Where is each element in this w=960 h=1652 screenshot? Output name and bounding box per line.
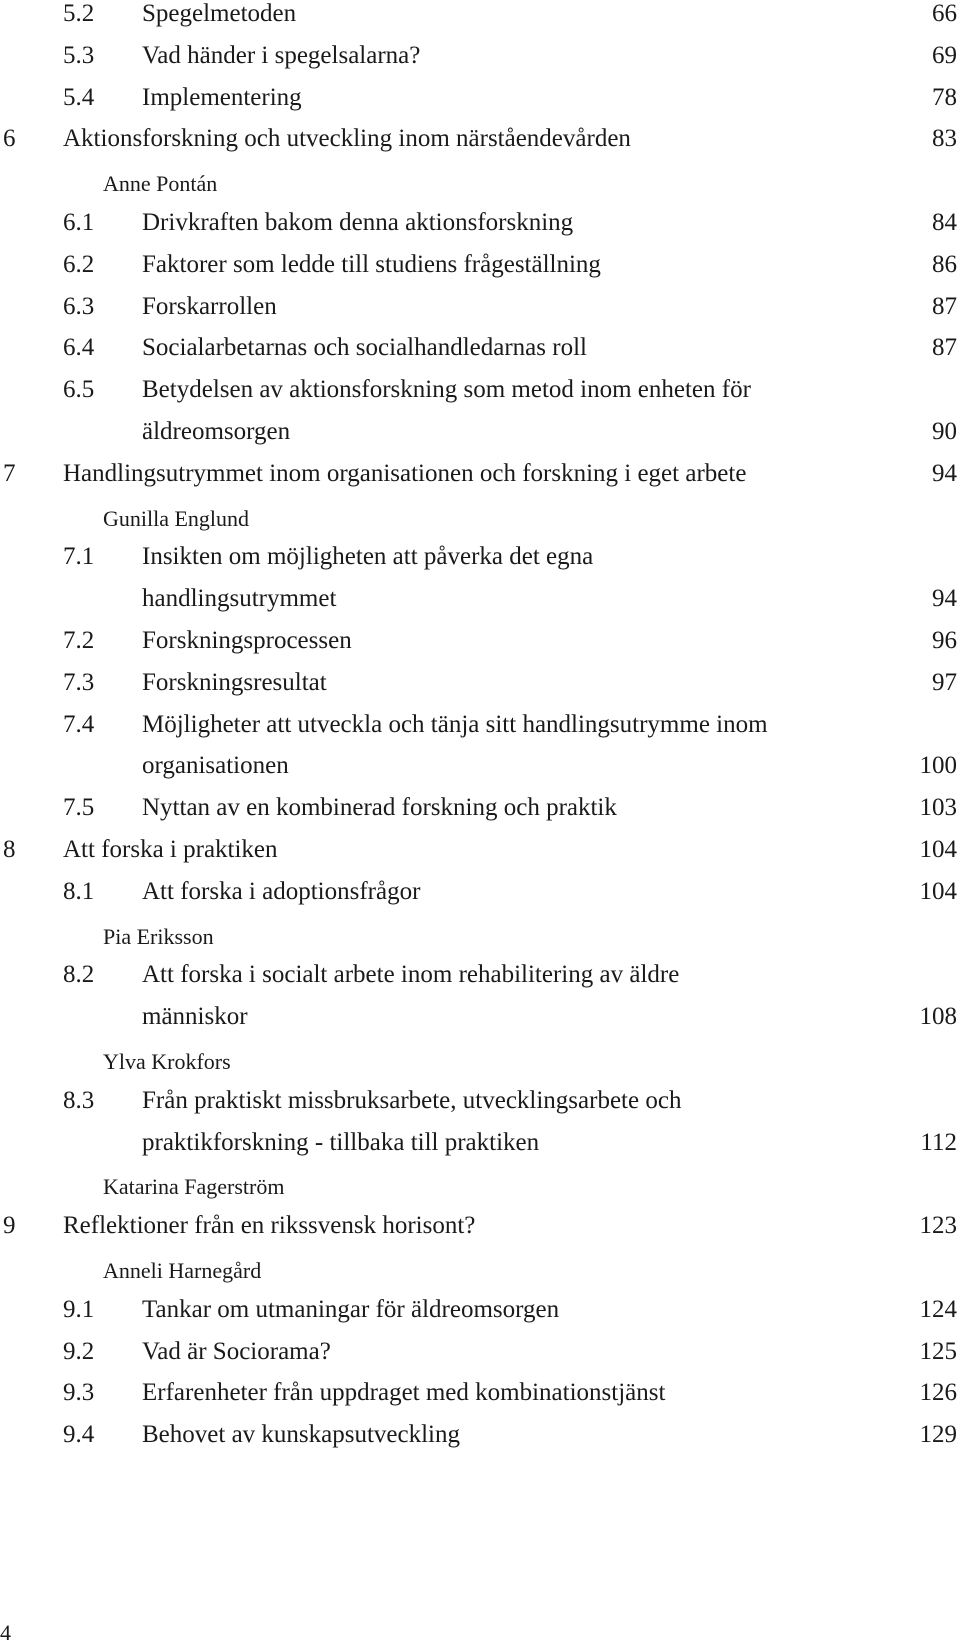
toc-entry-number: 5.3 <box>63 41 95 69</box>
toc-section-entry <box>0 710 960 750</box>
toc-entry-title: Betydelsen av aktionsforskning som metod inom enheten för <box>142 376 751 404</box>
toc-author-line <box>0 1253 960 1293</box>
toc-page-number: 129 <box>919 1421 957 1449</box>
toc-entry-title: Aktionsforskning och utveckling inom närståendevården <box>63 125 631 153</box>
toc-section-entry <box>0 626 960 666</box>
toc-entry-title: Vad händer i spegelsalarna? <box>142 41 421 69</box>
toc-entry-title: Vad är Sociorama? <box>142 1337 331 1365</box>
toc-page-number: 86 <box>932 250 957 278</box>
toc-author-line <box>0 919 960 959</box>
toc-section-entry <box>0 375 960 415</box>
toc-entry-continuation <box>0 1002 960 1042</box>
toc-section-entry <box>0 0 960 39</box>
toc-entry-title: praktikforskning - tillbaka till praktiken <box>142 1128 540 1156</box>
toc-page-number: 83 <box>932 125 957 153</box>
toc-entry-title: människor <box>142 1003 248 1031</box>
toc-entry-title: handlingsutrymmet <box>142 585 337 613</box>
toc-entry-number: 8.2 <box>63 961 95 989</box>
toc-entry-continuation <box>0 417 960 457</box>
toc-author-name: Anneli Harnegård <box>103 1258 262 1283</box>
toc-author-line <box>0 166 960 206</box>
toc-page-number: 84 <box>932 209 957 236</box>
toc-entry-title: Tankar om utmaningar för äldreomsorgen <box>142 1295 560 1323</box>
toc-entry-title: Reflektioner från en rikssvensk horisont? <box>63 1212 476 1240</box>
toc-author-name: Pia Eriksson <box>103 923 214 949</box>
toc-author-name: Ylva Krokfors <box>103 1049 231 1074</box>
toc-author-line <box>0 1169 960 1209</box>
toc-page-number: 97 <box>932 668 957 696</box>
toc-entry-title: Forskningsprocessen <box>142 627 352 654</box>
toc-section-entry <box>0 1378 960 1418</box>
toc-page-number: 104 <box>919 877 957 905</box>
toc-entry-number: 7.5 <box>63 794 95 822</box>
toc-page-number: 108 <box>919 1003 957 1031</box>
toc-entry-number: 8.3 <box>63 1086 95 1114</box>
toc-page-number: 123 <box>919 1212 957 1240</box>
toc-entry-title: Erfarenheter från uppdraget med kombinationstjänst <box>142 1379 666 1407</box>
toc-entry-title: Socialarbetarnas och socialhandledarnas roll <box>142 334 587 362</box>
toc-section-entry <box>0 877 960 917</box>
toc-entry-title: Insikten om möjligheten att påverka det egna <box>142 543 594 571</box>
toc-author-name: Katarina Fagerström <box>103 1174 285 1200</box>
toc-entry-number: 9 <box>3 1212 16 1240</box>
toc-section-entry <box>0 1295 960 1335</box>
toc-entry-number: 7 <box>3 459 16 487</box>
toc-chapter-entry <box>0 835 960 875</box>
toc-section-entry <box>0 41 960 81</box>
toc-page-number: 94 <box>932 459 957 487</box>
toc-author-line <box>0 501 960 541</box>
toc-entry-number: 7.1 <box>63 543 95 571</box>
toc-entry-title: Implementering <box>142 83 302 111</box>
toc-section-entry <box>0 793 960 833</box>
toc-section-entry <box>0 1086 960 1126</box>
toc-section-entry <box>0 208 960 248</box>
toc-page-number: 87 <box>932 334 957 362</box>
toc-entry-number: 6.1 <box>63 209 95 236</box>
toc-page-number: 104 <box>919 836 957 863</box>
toc-entry-title: äldreomsorgen <box>142 418 291 445</box>
toc-page-number: 87 <box>932 292 957 320</box>
toc-entry-number: 5.4 <box>63 83 95 111</box>
toc-entry-number: 5.2 <box>63 0 95 27</box>
toc-page-number: 69 <box>932 41 957 69</box>
toc-page-number: 124 <box>919 1295 957 1323</box>
toc-entry-number: 7.3 <box>63 668 95 696</box>
toc-entry-title: Faktorer som ledde till studiens frågeställning <box>142 250 601 278</box>
toc-page-number: 94 <box>932 585 957 613</box>
toc-page-number: 103 <box>919 794 957 822</box>
toc-entry-title: Möjligheter att utveckla och tänja sitt handlingsutrymme inom <box>142 710 768 738</box>
toc-entry-number: 9.1 <box>63 1295 95 1323</box>
toc-page-number: 78 <box>932 83 957 111</box>
toc-entry-title: Handlingsutrymmet inom organisationen och forskning i eget arbete <box>63 459 747 487</box>
toc-section-entry <box>0 83 960 123</box>
page-number: 4 <box>0 1620 11 1645</box>
toc-entry-title: organisationen <box>142 752 289 780</box>
toc-entry-number: 6.5 <box>63 376 95 404</box>
toc-entry-number: 7.4 <box>63 710 95 738</box>
toc-entry-title: Forskarrollen <box>142 292 277 320</box>
toc-entry-number: 6.2 <box>63 250 95 278</box>
toc-entry-title: Att forska i praktiken <box>63 836 278 863</box>
toc-section-entry <box>0 1337 960 1377</box>
toc-section-entry <box>0 1420 960 1460</box>
toc-chapter-entry <box>0 459 960 499</box>
toc-author-line <box>0 1044 960 1084</box>
toc-entry-number: 6.3 <box>63 292 95 320</box>
toc-entry-title: Nyttan av en kombinerad forskning och praktik <box>142 794 617 822</box>
toc-page-number: 112 <box>920 1128 957 1156</box>
toc-entry-number: 9.2 <box>63 1337 95 1365</box>
toc-section-entry <box>0 250 960 290</box>
toc-entry-title: Att forska i adoptionsfrågor <box>142 877 421 905</box>
toc-entry-number: 8.1 <box>63 877 95 905</box>
toc-entry-number: 9.3 <box>63 1379 95 1407</box>
toc-entry-title: Behovet av kunskapsutveckling <box>142 1421 460 1449</box>
toc-entry-continuation <box>0 1128 960 1168</box>
toc-page-number: 90 <box>932 418 957 445</box>
toc-page-number: 126 <box>919 1379 957 1407</box>
toc-entry-title: Spegelmetoden <box>142 0 297 27</box>
toc-page-number: 125 <box>919 1337 957 1365</box>
toc-section-entry <box>0 333 960 373</box>
toc-chapter-entry <box>0 124 960 164</box>
toc-entry-title: Att forska i socialt arbete inom rehabilitering av äldre <box>142 961 680 989</box>
toc-entry-number: 6.4 <box>63 334 95 362</box>
toc-entry-title: Drivkraften bakom denna aktionsforskning <box>142 209 574 236</box>
toc-entry-number: 7.2 <box>63 627 95 654</box>
toc-entry-continuation <box>0 751 960 791</box>
toc-entry-number: 6 <box>3 125 16 153</box>
toc-entry-title: Från praktiskt missbruksarbete, utvecklingsarbete och <box>142 1086 682 1114</box>
toc-section-entry <box>0 960 960 1000</box>
toc-entry-continuation <box>0 584 960 624</box>
toc-entry-title: Forskningsresultat <box>142 668 327 696</box>
toc-page-number: 96 <box>932 627 957 654</box>
toc-section-entry <box>0 292 960 332</box>
toc-page-number: 100 <box>919 752 957 780</box>
toc-chapter-entry <box>0 1211 960 1251</box>
toc-entry-number: 8 <box>3 836 16 863</box>
toc-author-name: Gunilla Englund <box>103 505 250 531</box>
toc-author-name: Anne Pontán <box>103 171 218 197</box>
toc-section-entry <box>0 668 960 708</box>
toc-entry-number: 9.4 <box>63 1421 95 1449</box>
toc-section-entry <box>0 542 960 582</box>
toc-page-number: 66 <box>932 0 957 27</box>
